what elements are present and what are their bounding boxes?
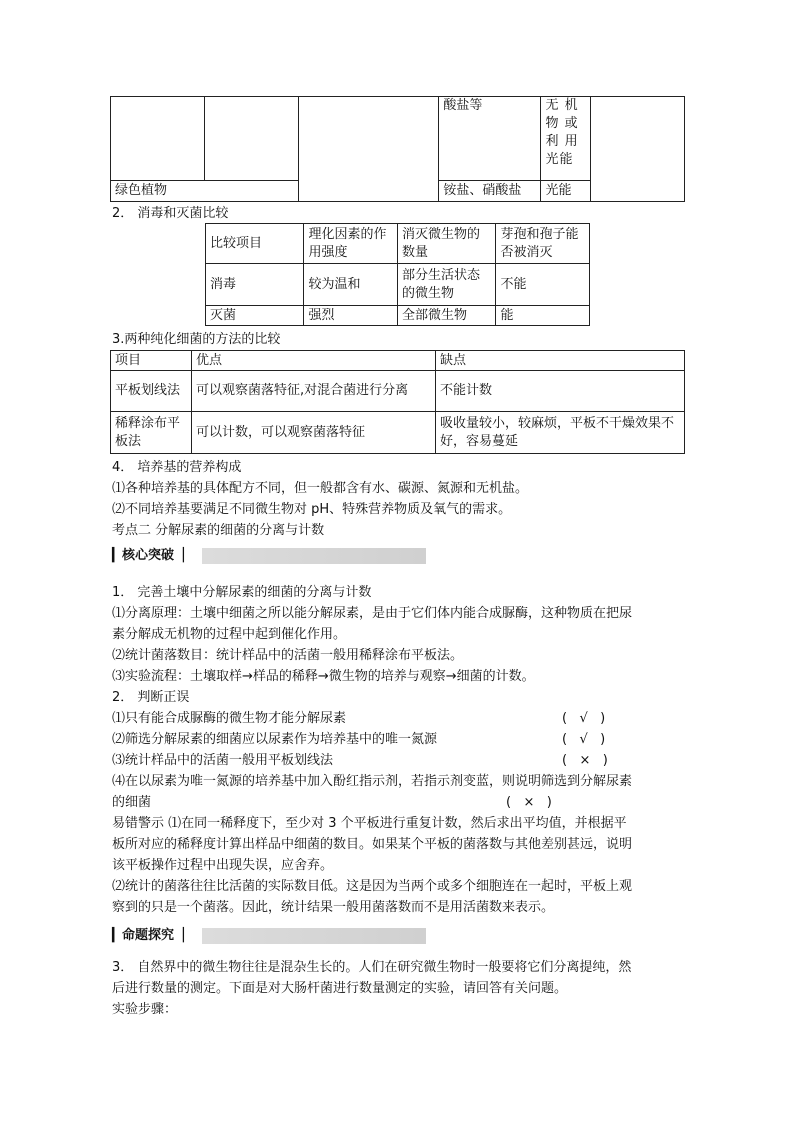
table-cell: 能 [496,306,590,326]
heading-core: ▎核心突破▕ [112,548,185,563]
judgement-answer: ( × ) [562,753,608,768]
table-header-cell: 项目 [111,351,192,371]
warning-paragraph: ⑵统计的菌落往往比活菌的实际数目低。这是因为当两个或多个细胞连在一起时，平板上观 [112,879,633,894]
table-cell: 酸盐等 [439,97,541,181]
question-paragraph: 3． 自然界中的微生物往往是混杂生长的。人们在研究微生物时一般要将它们分离提纯，然 [112,960,632,975]
warning-paragraph: 易错警示 ⑴在同一稀释度下，至少对 3 个平板进行重复计数，然后求出平均值，并根据平 [112,816,627,831]
table-cell: 强烈 [304,306,398,326]
table-cell: 全部微生物 [397,306,495,326]
paragraph: 2． 判断正误 [112,690,190,705]
table-cell: 部分生活状态的微生物 [397,264,495,306]
table-cell: 平板划线法 [111,371,192,412]
table-header-cell: 比较项目 [206,224,304,264]
table-header-cell: 消灭微生物的数量 [397,224,495,264]
table-cell [111,97,205,181]
table-cell: 稀释涂布平板法 [111,412,192,454]
table-cell [204,97,298,181]
warning-paragraph: 板所对应的稀释度计算出样品中细菌的数目。如果某个平板的菌落数与其他差别甚远，说明 [112,837,633,852]
table-cell: 不能计数 [436,371,685,412]
table-nutrition-continued [110,96,685,202]
table-cell: 吸收量较小，较麻烦，平板不干燥效果不好，容易蔓延 [436,412,685,454]
table-header-cell: 优点 [192,351,436,371]
judgement-item: ⑵筛选分解尿素的细菌应以尿素作为培养基中的唯一氮源 [112,732,438,747]
judgement-item: ⑴只有能合成脲酶的微生物才能分解尿素 [112,711,347,726]
table-header-cell: 缺点 [436,351,685,371]
paragraph: ⑵统计菌落数目：统计样品中的活菌一般用稀释涂布平板法。 [112,648,464,663]
table-cell: 不能 [496,264,590,306]
table-cell: 绿色植物 [111,181,299,202]
warning-paragraph: 察到的只是一个菌落。因此，统计结果一般用菌落数而不是用活菌数来表示。 [112,900,555,915]
table-header-cell: 理化因素的作用强度 [304,224,398,264]
section-4-title: 4． 培养基的营养构成 [112,460,242,475]
table-purification-methods [110,350,685,454]
heading-explore: ▎命题探究▕ [112,928,185,943]
table-cell: 无 机物 或利 用光能 [541,97,591,181]
judgement-item: 的细菌 [112,795,152,810]
table-cell: 消毒 [206,264,304,306]
heading-explore-label: 命题探究 [122,928,175,943]
table-cell: 可以观察菌落特征,对混合菌进行分离 [192,371,436,412]
judgement-item: ⑶统计样品中的活菌一般用平板划线法 [112,753,334,768]
table-cell: 铵盐、硝酸盐 [439,181,541,202]
table-header-cell: 芽孢和孢子能否被消灭 [496,224,590,264]
paragraph: 素分解成无机物的过程中起到催化作用。 [112,627,347,642]
heading-core-label: 核心突破 [122,548,175,563]
table-disinfection-sterilization [205,223,590,326]
judgement-answer: ( √ ) [562,711,606,726]
paragraph: ⑴分离原理：土壤中细菌之所以能分解尿素，是由于它们体内能合成脲酶，这种物质在把尿 [112,606,633,621]
table-cell: 较为温和 [304,264,398,306]
paragraph: ⑶实验流程：土壤取样→样品的稀释→微生物的培养与观察→细菌的计数。 [112,669,535,684]
judgement-item: ⑷在以尿素为唯一氮源的培养基中加入酚红指示剂，若指示剂变蓝，则说明筛选到分解尿素 [112,774,633,789]
question-paragraph: 实验步骤： [112,1002,178,1017]
paragraph: 1． 完善土壤中分解尿素的细菌的分离与计数 [112,585,372,600]
paragraph: ⑵不同培养基要满足不同微生物对 pH、特殊营养物质及氧气的需求。 [112,502,512,517]
judgement-answer: ( × ) [506,795,552,810]
kaodian-title: 考点二 分解尿素的细菌的分离与计数 [112,523,325,538]
table-cell: 可以计数，可以观察菌落特征 [192,412,436,454]
table-cell: 灭菌 [206,306,304,326]
table-cell [590,97,684,202]
table-cell: 光能 [541,181,591,202]
paragraph: ⑴各种培养基的具体配方不同，但一般都含有水、碳源、氮源和无机盐。 [112,481,529,496]
table-cell [298,97,438,202]
section-3-title: 3.两种纯化细菌的方法的比较 [112,332,281,347]
section-2-title: 2． 消毒和灭菌比较 [112,206,229,221]
warning-paragraph: 该平板操作过程中出现失误，应舍弃。 [112,858,334,873]
judgement-answer: ( √ ) [562,732,606,747]
question-paragraph: 后进行数量的测定。下面是对大肠杆菌进行数量测定的实验，请回答有关问题。 [112,981,568,996]
